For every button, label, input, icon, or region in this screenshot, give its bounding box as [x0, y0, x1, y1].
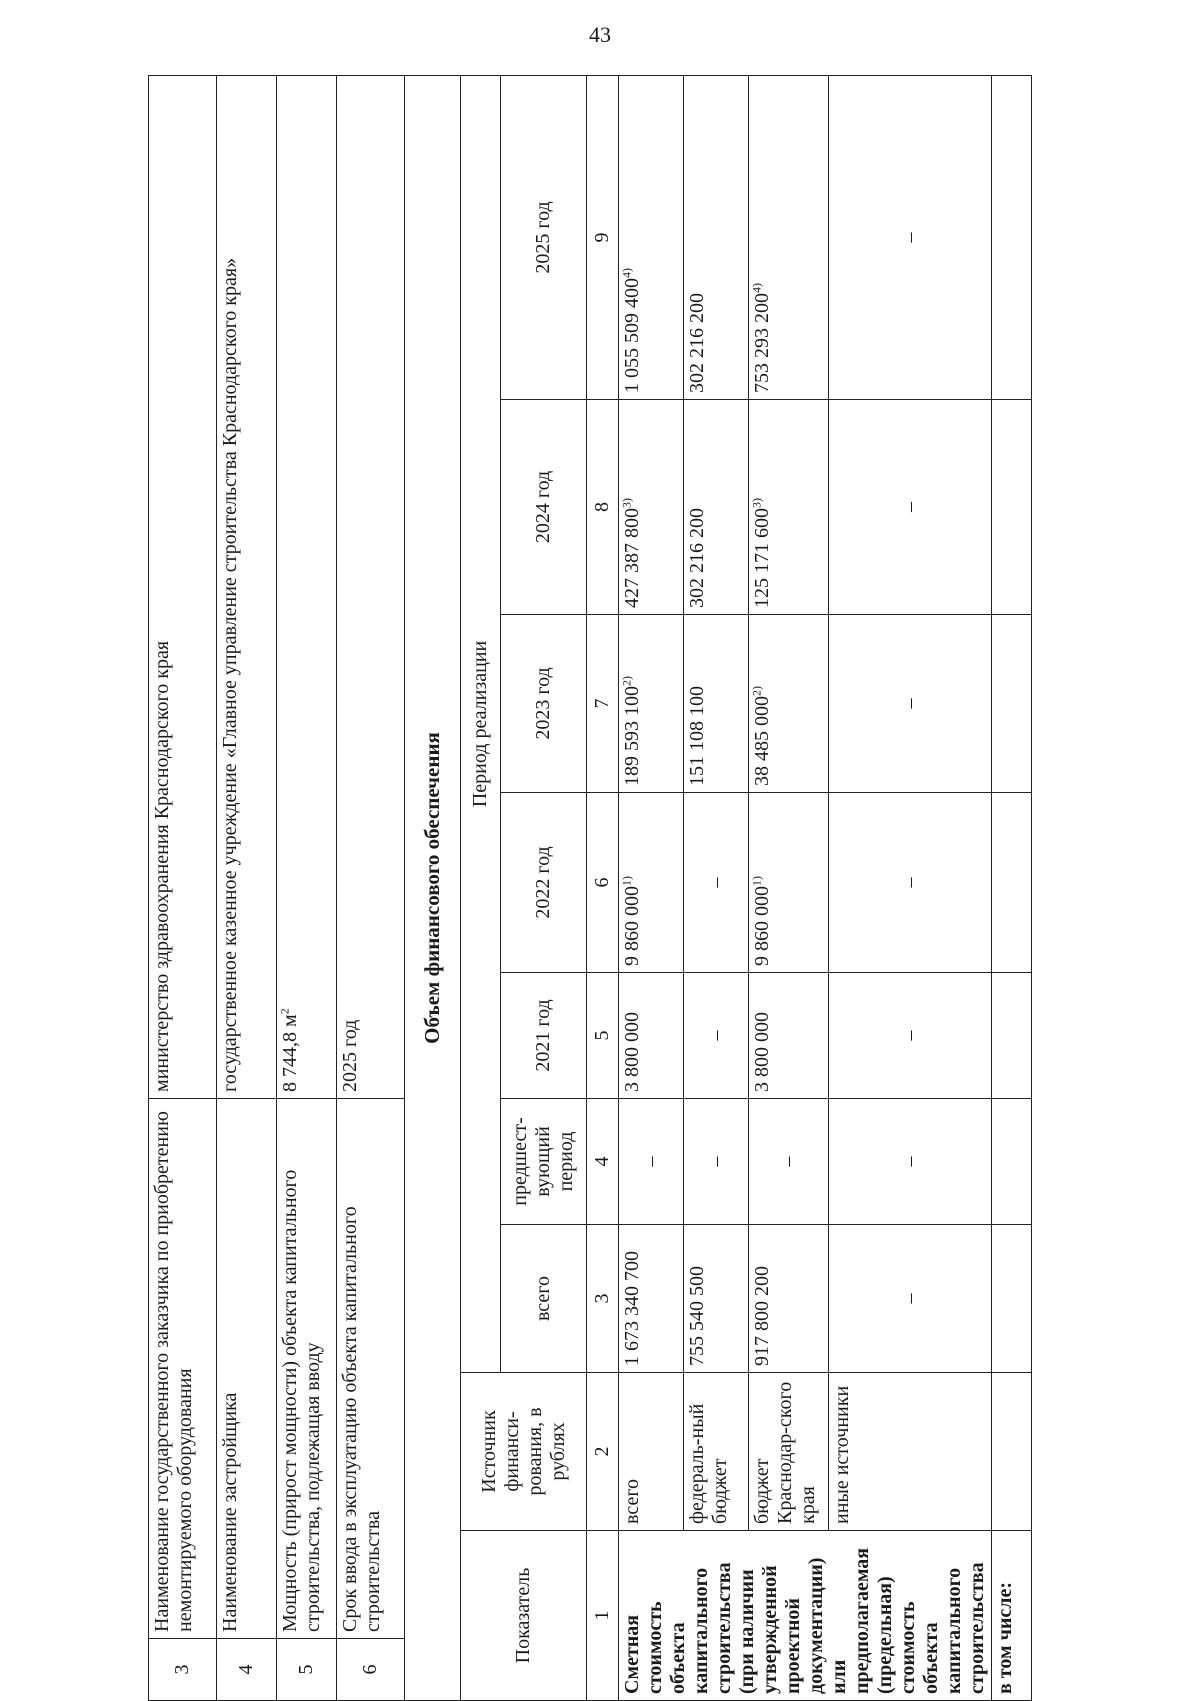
source-cell: бюджет Краснодар-ского края	[749, 1373, 829, 1531]
y2025-cell	[749, 75, 829, 399]
info-row-value: государственное казенное учреждение «Главное управление строительства Краснодарского края»	[217, 75, 277, 1098]
column-number: 5	[587, 972, 619, 1098]
y2024-cell: –	[829, 399, 992, 614]
total-cell: 917 800 200	[749, 1225, 829, 1373]
section-title: Объем финансового обеспечения	[405, 75, 461, 1700]
empty-cell	[992, 399, 1032, 614]
empty-cell	[992, 75, 1032, 399]
year-2022-header: 2022 год	[501, 792, 587, 972]
y2023-value: 38 485 000	[751, 695, 774, 786]
y2024-value: 125 171 600	[751, 507, 774, 608]
source-cell: иные источники	[829, 1373, 992, 1531]
empty-cell	[992, 792, 1032, 972]
y2022-cell	[619, 792, 684, 972]
info-row-number: 4	[217, 1639, 277, 1701]
y2023-value: 189 593 100	[621, 685, 643, 786]
y2025-cell: –	[829, 75, 992, 399]
column-number: 8	[587, 399, 619, 614]
table-row	[684, 75, 749, 1700]
y2021-cell: 3 800 000	[619, 972, 684, 1098]
table-row	[749, 75, 829, 1700]
info-row-value	[277, 75, 337, 1098]
rotated-page-content	[148, 76, 1148, 1701]
empty-cell	[992, 972, 1032, 1098]
total-cell: 1 673 340 700	[619, 1225, 684, 1373]
y2022-cell	[749, 792, 829, 972]
info-row	[217, 75, 277, 1700]
y2024-value: 427 387 800	[621, 507, 643, 608]
footer-label: в том числе:	[992, 1531, 1032, 1701]
table-row	[992, 75, 1032, 1700]
info-row	[337, 75, 405, 1700]
y2025-value: 753 293 200	[751, 292, 774, 393]
previous-cell: –	[684, 1098, 749, 1224]
y2021-cell: –	[829, 972, 992, 1098]
info-row-label: Наименование государственного заказчика по приобретению немонтируемого оборудования	[149, 1098, 217, 1638]
column-number: 3	[587, 1225, 619, 1373]
footnote-mark: 4)	[619, 267, 634, 278]
table-row	[619, 75, 684, 1700]
year-2025-header: 2025 год	[501, 75, 587, 399]
info-row-value: министерство здравоохранения Краснодарского края	[149, 75, 217, 1098]
previous-cell: –	[749, 1098, 829, 1224]
empty-cell	[992, 1098, 1032, 1224]
column-number: 2	[587, 1373, 619, 1531]
footnote-mark: 1)	[619, 875, 634, 886]
section-title-row	[405, 75, 461, 1700]
year-2024-header: 2024 год	[501, 399, 587, 614]
previous-cell: –	[619, 1098, 684, 1224]
previous-period-header: предшест-вующий период	[501, 1098, 587, 1224]
footnote-mark: 1)	[749, 875, 764, 886]
y2024-cell: 302 216 200	[684, 399, 749, 614]
info-row	[149, 75, 217, 1700]
page-number: 43	[589, 22, 611, 47]
info-row-number: 3	[149, 1639, 217, 1701]
capacity-value: 8 744,8 м	[279, 1014, 301, 1092]
y2024-cell	[749, 399, 829, 614]
y2023-cell	[749, 614, 829, 792]
y2022-value: 9 860 000	[621, 885, 643, 966]
column-number: 1	[587, 1531, 619, 1701]
indicator-header: Показатель	[461, 1531, 587, 1701]
info-row	[277, 75, 337, 1700]
empty-cell	[992, 614, 1032, 792]
info-row-number: 5	[277, 1639, 337, 1701]
year-2021-header: 2021 год	[501, 972, 587, 1098]
y2022-cell: –	[829, 792, 992, 972]
source-cell: всего	[619, 1373, 684, 1531]
info-row-label: Наименование застройщика	[217, 1098, 277, 1638]
y2021-cell: 3 800 000	[749, 972, 829, 1098]
footnote-mark: 3)	[749, 497, 764, 508]
info-row-label: Срок ввода в эксплуатацию объекта капитального строительства	[337, 1098, 405, 1638]
y2021-cell: –	[684, 972, 749, 1098]
source-cell: федераль-ный бюджет	[684, 1373, 749, 1531]
y2025-cell: 302 216 200	[684, 75, 749, 399]
y2023-cell: 151 108 100	[684, 614, 749, 792]
y2023-cell: –	[829, 614, 992, 792]
previous-cell: –	[829, 1098, 992, 1224]
empty-cell	[992, 1373, 1032, 1531]
footnote-mark: 2)	[619, 675, 634, 686]
y2022-value: 9 860 000	[751, 885, 774, 966]
y2022-cell: –	[684, 792, 749, 972]
column-number: 7	[587, 614, 619, 792]
footnote-mark: 4)	[749, 282, 764, 293]
period-header: Период реализации	[461, 75, 501, 1372]
column-number: 6	[587, 792, 619, 972]
y2024-cell	[619, 399, 684, 614]
total-cell: –	[829, 1225, 992, 1373]
info-row-label: Мощность (прирост мощности) объекта капитального строительства, подлежащая вводу	[277, 1098, 337, 1638]
year-2023-header: 2023 год	[501, 614, 587, 792]
header-row	[461, 75, 501, 1700]
column-number: 4	[587, 1098, 619, 1224]
column-number: 9	[587, 75, 619, 399]
total-cell: 755 540 500	[684, 1225, 749, 1373]
y2025-value: 1 055 509 400	[621, 277, 643, 393]
table-row	[829, 75, 992, 1700]
info-row-value: 2025 год	[337, 75, 405, 1098]
footnote-mark: 3)	[619, 497, 634, 508]
capacity-unit-sup: 2	[277, 1008, 292, 1015]
footnote-mark: 2)	[749, 685, 764, 696]
total-header: всего	[501, 1225, 587, 1373]
empty-cell	[992, 1225, 1032, 1373]
column-numbers-row	[587, 75, 619, 1700]
y2023-cell	[619, 614, 684, 792]
source-header: Источник финанси-рования, в рублях	[461, 1373, 587, 1531]
info-row-number: 6	[337, 1639, 405, 1701]
indicator-cell: Сметная стоимость объекта капитального строительства (при наличии утвержденной проектной документации) или предполагаемая (предельная) стоимость объекта капитального строительства	[619, 1531, 992, 1701]
passport-table	[148, 75, 1032, 1701]
y2025-cell	[619, 75, 684, 399]
